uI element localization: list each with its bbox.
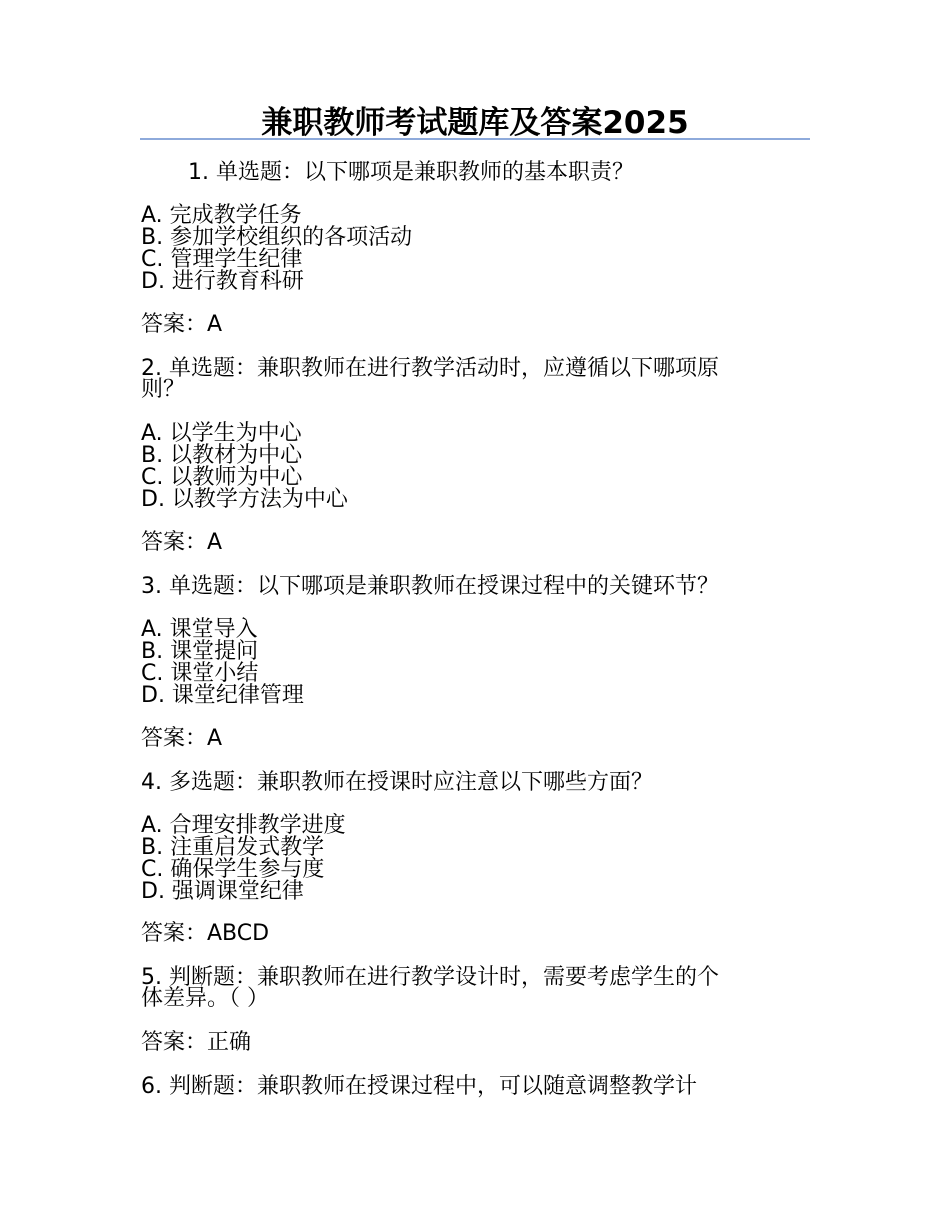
question-3-option-a: A. 课堂导入 — [141, 617, 258, 642]
question-2-option-d: D. 以教学方法为中心 — [141, 487, 348, 512]
question-2-option-b: B. 以教材为中心 — [141, 443, 303, 468]
question-1-stem: 1. 单选题：以下哪项是兼职教师的基本职责？ — [188, 160, 634, 185]
question-2-stem-line-1: 2. 单选题：兼职教师在进行教学活动时，应遵循以下哪项原 — [141, 356, 719, 381]
question-4-option-b: B. 注重启发式教学 — [141, 835, 325, 860]
question-5-stem-line-2: 体差异。（ ） — [141, 986, 269, 1011]
document-title: 兼职教师考试题库及答案2025 — [261, 105, 689, 141]
question-2-stem-line-2: 则？ — [141, 377, 186, 402]
question-1-answer: 答案：A — [141, 312, 223, 337]
question-6-stem: 6. 判断题：兼职教师在授课过程中，可以随意调整教学计 — [141, 1074, 697, 1099]
question-4-option-a: A. 合理安排教学进度 — [141, 813, 346, 838]
question-4-answer: 答案：ABCD — [141, 921, 270, 946]
question-1-option-d: D. 进行教育科研 — [141, 269, 304, 294]
title-underline — [140, 138, 810, 140]
question-1-option-a: A. 完成教学任务 — [141, 203, 302, 228]
question-5-answer: 答案：正确 — [141, 1030, 252, 1055]
question-1-option-b: B. 参加学校组织的各项活动 — [141, 225, 413, 250]
question-2-answer: 答案：A — [141, 530, 223, 555]
question-4-option-c: C. 确保学生参与度 — [141, 857, 325, 882]
question-3-option-d: D. 课堂纪律管理 — [141, 683, 304, 708]
question-5-stem-line-1: 5. 判断题：兼职教师在进行教学设计时，需要考虑学生的个 — [141, 965, 719, 990]
question-3-stem: 3. 单选题：以下哪项是兼职教师在授课过程中的关键环节？ — [141, 574, 719, 599]
question-3-option-c: C. 课堂小结 — [141, 661, 259, 686]
question-2-option-a: A. 以学生为中心 — [141, 421, 302, 446]
question-2-option-c: C. 以教师为中心 — [141, 465, 303, 490]
question-3-option-b: B. 课堂提问 — [141, 639, 259, 664]
question-3-answer: 答案：A — [141, 726, 223, 751]
question-4-option-d: D. 强调课堂纪律 — [141, 879, 304, 904]
question-4-stem: 4. 多选题：兼职教师在授课时应注意以下哪些方面？ — [141, 770, 653, 795]
question-1-option-c: C. 管理学生纪律 — [141, 247, 303, 272]
